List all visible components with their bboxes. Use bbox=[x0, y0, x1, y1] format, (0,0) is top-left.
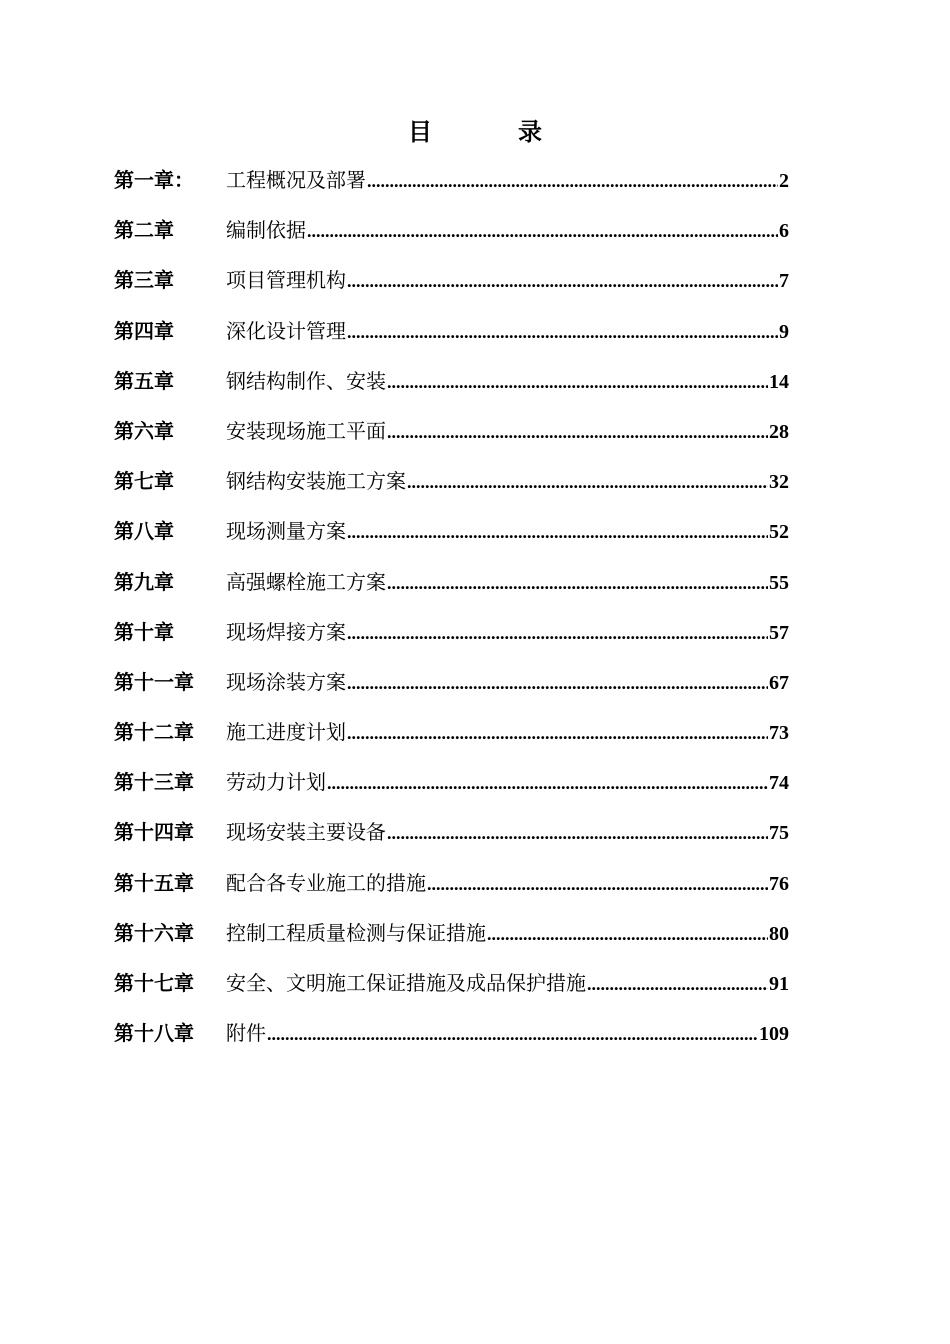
toc-page-number: 91 bbox=[769, 973, 789, 995]
toc-entry[interactable] bbox=[114, 967, 789, 1017]
toc-entry[interactable] bbox=[114, 1017, 789, 1067]
toc-page-number: 55 bbox=[769, 571, 789, 594]
toc-title bbox=[0, 112, 950, 147]
toc-dot-leader bbox=[487, 924, 768, 945]
toc-dot-leader bbox=[307, 221, 778, 242]
toc-chapter-heading: 现场焊接方案 bbox=[226, 619, 346, 644]
toc-page-number: 74 bbox=[769, 772, 789, 795]
toc-dot-leader bbox=[327, 773, 768, 794]
toc-entry[interactable] bbox=[114, 716, 789, 766]
toc-dot-leader bbox=[347, 623, 768, 644]
toc-page-number: 28 bbox=[769, 420, 789, 443]
toc-chapter-number: 第十五章 bbox=[114, 870, 194, 895]
toc-entry[interactable] bbox=[114, 264, 789, 314]
toc-chapter-number: 第十八章 bbox=[114, 1021, 194, 1046]
toc-chapter-heading: 安装现场施工平面 bbox=[226, 418, 386, 443]
toc-page-number: 80 bbox=[769, 922, 789, 945]
toc-dot-leader bbox=[587, 974, 768, 995]
toc-dot-leader bbox=[387, 573, 768, 594]
toc-chapter-heading: 现场安装主要设备 bbox=[226, 820, 386, 845]
toc-title-part2: 录 bbox=[518, 118, 542, 146]
toc-chapter-heading: 现场测量方案 bbox=[226, 519, 346, 544]
toc-page-number: 57 bbox=[769, 621, 789, 644]
toc-chapter-number: 第六章 bbox=[114, 418, 174, 443]
toc-chapter-heading: 配合各专业施工的措施 bbox=[226, 870, 426, 895]
toc-page-number: 73 bbox=[769, 722, 789, 745]
toc-dot-leader bbox=[347, 322, 778, 343]
toc-page-number: 76 bbox=[769, 872, 789, 895]
toc-dot-leader bbox=[387, 422, 768, 443]
toc-dot-leader bbox=[367, 171, 778, 192]
toc-chapter-heading: 安全、文明施工保证措施及成品保护措施 bbox=[226, 971, 586, 995]
toc-entry[interactable] bbox=[114, 214, 789, 264]
toc-chapter-number: 第四章 bbox=[114, 318, 174, 343]
toc-chapter-heading: 控制工程质量检测与保证措施 bbox=[226, 920, 486, 945]
toc-chapter-number: 第九章 bbox=[114, 569, 174, 594]
table-of-contents bbox=[114, 164, 789, 1067]
toc-page-number: 2 bbox=[779, 170, 789, 192]
toc-page-number: 6 bbox=[779, 220, 789, 243]
toc-chapter-number: 第十七章 bbox=[114, 971, 194, 995]
toc-page-number: 67 bbox=[769, 671, 789, 694]
toc-chapter-heading: 项目管理机构 bbox=[226, 268, 346, 293]
toc-entry[interactable] bbox=[114, 415, 789, 465]
toc-chapter-heading: 附件 bbox=[226, 1021, 266, 1046]
toc-chapter-heading: 编制依据 bbox=[226, 218, 306, 243]
toc-dot-leader bbox=[347, 723, 768, 744]
toc-entry[interactable] bbox=[114, 315, 789, 365]
toc-chapter-number: 第七章 bbox=[114, 469, 174, 494]
toc-dot-leader bbox=[387, 372, 768, 393]
toc-dot-leader bbox=[427, 874, 768, 895]
toc-page-number: 14 bbox=[769, 370, 789, 393]
toc-title-part1: 目 bbox=[408, 118, 432, 146]
toc-page-number: 52 bbox=[769, 521, 789, 544]
toc-chapter-heading: 高强螺栓施工方案 bbox=[226, 569, 386, 594]
toc-entry[interactable] bbox=[114, 566, 789, 616]
toc-chapter-number: 第十四章 bbox=[114, 820, 194, 845]
toc-entry[interactable] bbox=[114, 766, 789, 816]
toc-chapter-number: 第八章 bbox=[114, 519, 174, 544]
toc-entry[interactable] bbox=[114, 365, 789, 415]
toc-chapter-heading: 钢结构制作、安装 bbox=[226, 368, 386, 393]
toc-page-number: 9 bbox=[779, 320, 789, 343]
toc-chapter-number: 第十六章 bbox=[114, 920, 194, 945]
toc-dot-leader bbox=[387, 823, 768, 844]
toc-dot-leader bbox=[347, 673, 768, 694]
toc-page-number: 32 bbox=[769, 471, 789, 494]
toc-chapter-number: 第五章 bbox=[114, 368, 174, 393]
toc-chapter-number: 第十章 bbox=[114, 619, 174, 644]
toc-chapter-heading: 工程概况及部署 bbox=[226, 168, 366, 192]
toc-entry[interactable] bbox=[114, 515, 789, 565]
toc-chapter-heading: 现场涂装方案 bbox=[226, 669, 346, 694]
toc-page-number: 75 bbox=[769, 822, 789, 845]
toc-entry[interactable] bbox=[114, 164, 789, 214]
toc-page-number: 109 bbox=[759, 1023, 789, 1046]
toc-chapter-number: 第十二章 bbox=[114, 720, 194, 745]
toc-chapter-heading: 劳动力计划 bbox=[226, 770, 326, 795]
toc-page-number: 7 bbox=[779, 270, 789, 293]
toc-chapter-number: 第十三章 bbox=[114, 770, 194, 795]
toc-entry[interactable] bbox=[114, 465, 789, 515]
toc-chapter-number: 第三章 bbox=[114, 268, 174, 293]
toc-entry[interactable] bbox=[114, 616, 789, 666]
toc-dot-leader bbox=[347, 271, 778, 292]
toc-entry[interactable] bbox=[114, 917, 789, 967]
toc-chapter-heading: 深化设计管理 bbox=[226, 318, 346, 343]
toc-dot-leader bbox=[407, 472, 768, 493]
toc-chapter-number: 第十一章 bbox=[114, 669, 194, 694]
toc-dot-leader bbox=[347, 522, 768, 543]
toc-chapter-number: 第二章 bbox=[114, 218, 174, 243]
toc-chapter-heading: 施工进度计划 bbox=[226, 720, 346, 745]
toc-entry[interactable] bbox=[114, 867, 789, 917]
toc-dot-leader bbox=[267, 1024, 758, 1045]
toc-chapter-number: 第一章： bbox=[114, 168, 194, 192]
toc-entry[interactable] bbox=[114, 816, 789, 866]
toc-chapter-heading: 钢结构安装施工方案 bbox=[226, 469, 406, 494]
toc-entry[interactable] bbox=[114, 666, 789, 716]
